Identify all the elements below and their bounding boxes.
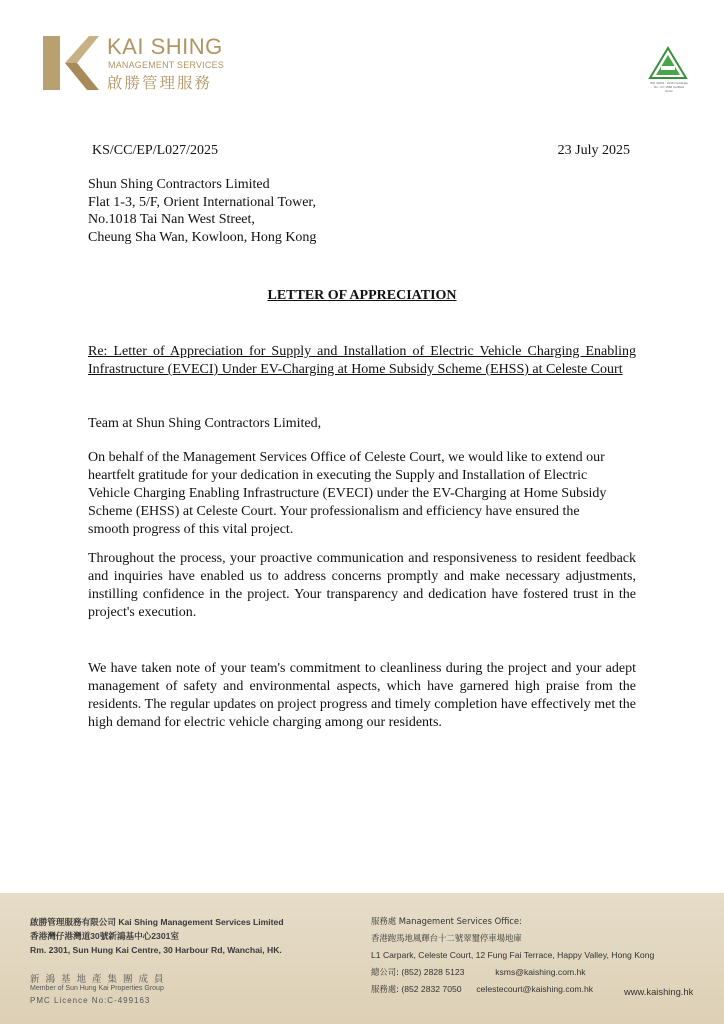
footer-address-chinese: 香港灣仔港灣道30號新鴻基中心2301室 <box>30 931 179 941</box>
recipient-address <box>88 176 316 246</box>
certification-caption: ISO 14001 : 2015 Certificate No.: CC 1868 Certified Since <box>650 81 688 93</box>
footer-group-member: Member of Sun Hung Kai Properties Group <box>30 985 164 992</box>
recipient-line: Flat 1-3, 5/F, Orient International Tower, <box>88 194 317 210</box>
footer-office-contact <box>371 981 654 998</box>
logo-company-subtitle: MANAGEMENT SERVICES <box>108 60 224 70</box>
footer-office-tel: (852 2832 7050 <box>401 984 462 994</box>
body-paragraph-2: Throughout the process, your proactive communication and responsiveness to resident feedback and inquiries have enabled us to address concerns promptly and make necessary adjustments, instilling confidence in the project. Your transparency and dedication have fostered trust in the project's execution. <box>88 551 636 620</box>
letter-date: 23 July 2025 <box>557 143 630 158</box>
footer-office-block <box>371 913 654 998</box>
recipient-line: Cheung Sha Wan, Kowloon, Hong Kong <box>88 229 317 245</box>
recipient-line: Shun Shing Contractors Limited <box>88 177 270 192</box>
letter-title: LETTER OF APPRECIATION <box>267 288 457 303</box>
kai-shing-k-mark-icon <box>43 36 99 90</box>
footer-group-chinese: 新鴻基地產集團成員 <box>30 974 170 985</box>
footer-office-tel-label: 服務處: <box>371 984 399 994</box>
footer-office-address-english: L1 Carpark, Celeste Court, 12 Fung Fai Terrace, Happy Valley, Hong Kong <box>371 950 655 960</box>
body-paragraph-3: We have taken note of your team's commitment to cleanliness during the project and your adept management of safety and environmental aspects, which have garnered high praise from the residents. The regular updates on project progress and timely completion have effectively met the high demand for electric vehicle charging among our residents. <box>88 661 636 730</box>
footer-address-english: Rm. 2301, Sun Hung Kai Centre, 30 Harbour Rd, Wanchai, HK. <box>30 945 282 955</box>
footer-office-address-chinese: 香港跑馬地風輝台十二號翠璽停車場地庫 <box>371 933 522 943</box>
paragraph-line: smooth progress of this vital project. <box>88 522 294 537</box>
logo-company-chinese-name: 啟勝管理服務 <box>107 74 213 92</box>
recipient-line: No.1018 Tai Nan West Street, <box>88 212 255 227</box>
footer-hq-tel-label: 總公司: <box>371 967 399 977</box>
footer-website-link[interactable]: www.kaishing.hk <box>624 986 694 997</box>
letterhead-footer <box>0 893 724 1024</box>
company-logo <box>43 36 243 96</box>
footer-company-block <box>30 915 284 957</box>
paragraph-line: On behalf of the Management Services Office of Celeste Court, we would like to extend our <box>88 450 605 465</box>
footer-hq-tel: (852) 2828 5123 <box>401 967 465 977</box>
paragraph-line: heartfelt gratitude for your dedication in executing the Supply and Installation of Electric <box>88 468 588 483</box>
footer-office-label: 服務處 Management Services Office: <box>371 916 522 926</box>
footer-office-email[interactable]: celestecourt@kaishing.com.hk <box>476 984 594 994</box>
logo-company-name: KAI SHING <box>107 34 223 59</box>
letter-subject: Re: Letter of Appreciation for Supply and Installation of Electric Vehicle Charging Enabling Infrastructure (EVECI) Under EV-Charging at Home Subsidy Scheme (EHSS) at Celeste Court <box>88 344 636 377</box>
letter-greeting: Team at Shun Shing Contractors Limited, <box>88 416 322 431</box>
footer-hq-contact <box>371 964 654 981</box>
footer-company-name: 啟勝管理服務有限公司 Kai Shing Management Services Limited <box>30 917 284 927</box>
reference-number: KS/CC/EP/L027/2025 <box>92 143 219 158</box>
footer-pmc-licence: PMC Licence No:C-499163 <box>30 996 151 1005</box>
body-paragraph-1 <box>88 449 636 539</box>
paragraph-line: Vehicle Charging Enabling Infrastructure (EVECI) under the EV-Charging at Home Subsidy <box>88 486 607 501</box>
footer-hq-email[interactable]: ksms@kaishing.com.hk <box>495 967 586 977</box>
paragraph-line: Scheme (EHSS) at Celeste Court. Your professionalism and efficiency have ensured the <box>88 504 580 519</box>
